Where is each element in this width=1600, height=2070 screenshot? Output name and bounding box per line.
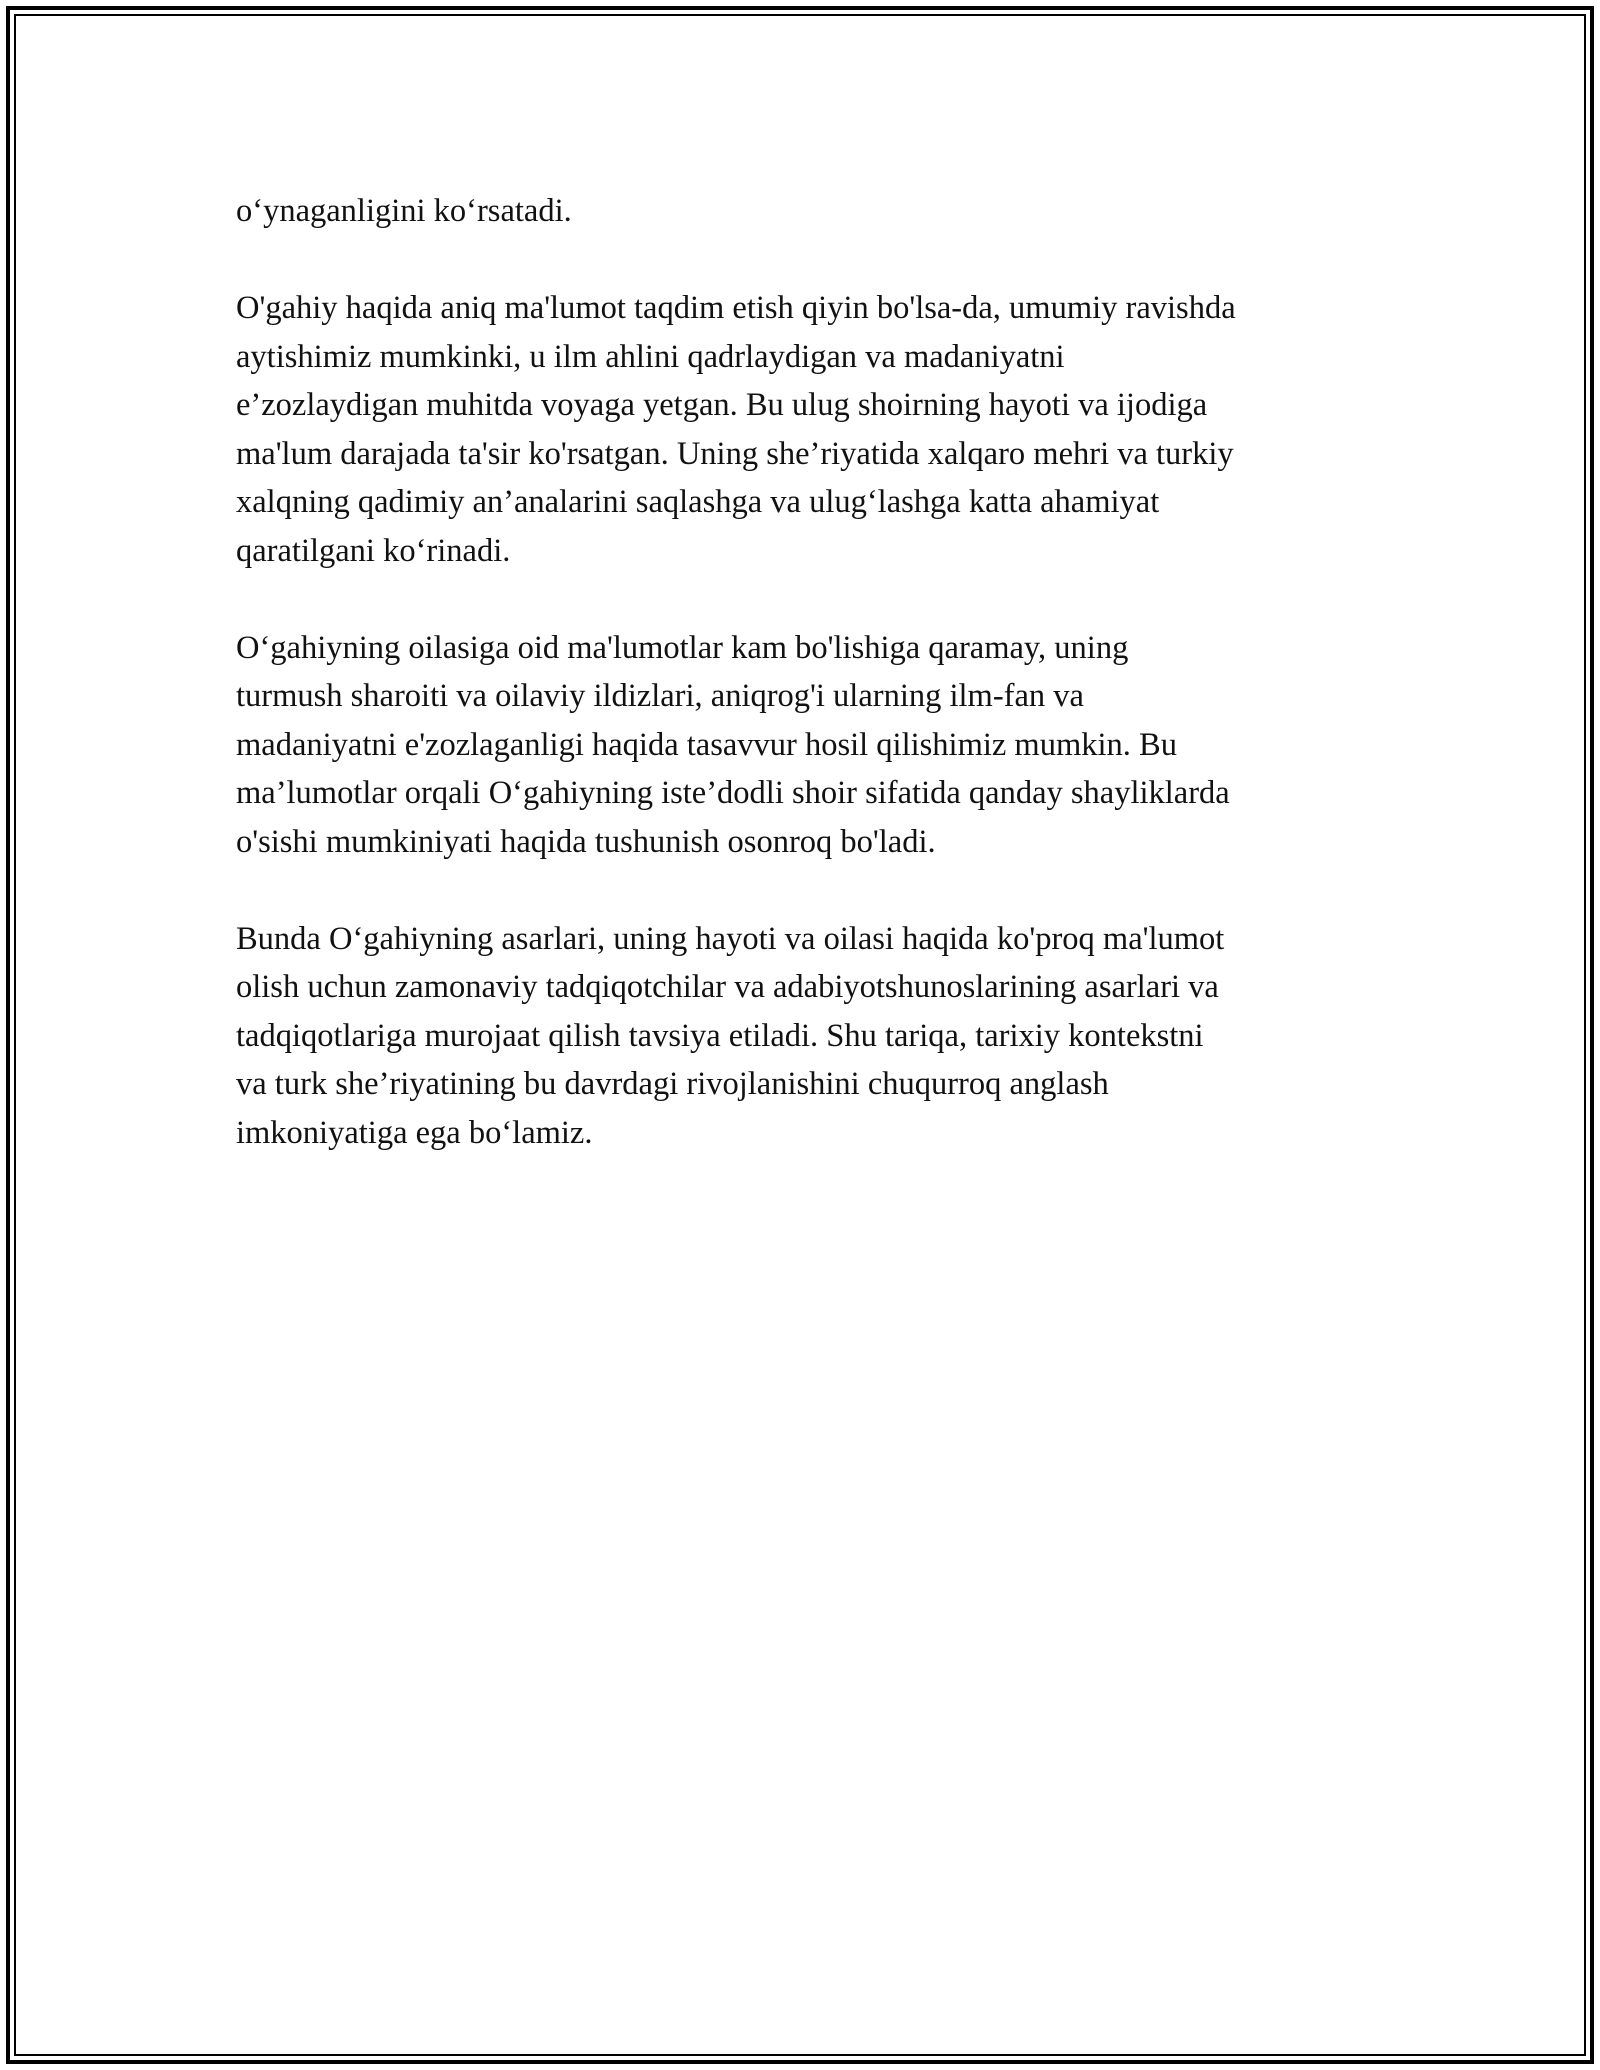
paragraph-ogahiy-environment: O'gahiy haqida aniq ma'lumot taqdim etish qiyin bo'lsa-da, umumiy ravishda aytishimiz mumkinki, u ilm ahlini qadrlaydigan va madaniyatni e’zozlaydigan muhitda voyaga yetgan. Bu ulug shoirning hayoti va ijodiga ma'lum darajada ta'sir ko'rsatgan. Uning she’riyatida xalqaro mehri va turkiy xalqning qadimiy an’analarini saqlashga va ulug‘lashga katta ahamiyat qaratilgani ko‘rinadi. [236, 290, 1236, 569]
paragraph-ogahiy-family: O‘gahiyning oilasiga oid ma'lumotlar kam bo'lishiga qaramay, uning turmush sharoiti va oilaviy ildizlari, aniqrog'i ularning ilm-fan va madaniyatni e'zozlaganligi haqida tasavvur hosil qilishimiz mumkin. Bu ma’lumotlar orqali O‘gahiyning iste’dodli shoir sifatida qanday shayliklarda o'sishi mumkiniyati haqida tushunish osonroq bo'ladi. [236, 629, 1230, 860]
document-body [236, 187, 1381, 1157]
paragraph-continuation: o‘ynaganligini ko‘rsatadi. [236, 193, 572, 229]
paragraph-ogahiy-research: Bunda O‘gahiyning asarlari, uning hayoti va oilasi haqida ko'proq ma'lumot olish uchun zamonaviy tadqiqotchilar va adabiyotshunoslarining asarlari va tadqiqotlariga murojaat qilish tavsiya etiladi. Shu tariqa, tarixiy kontekstni va turk she’riyatining bu davrdagi rivojlanishini chuqurroq anglash imkoniyatiga ega bo‘lamiz. [236, 920, 1225, 1151]
